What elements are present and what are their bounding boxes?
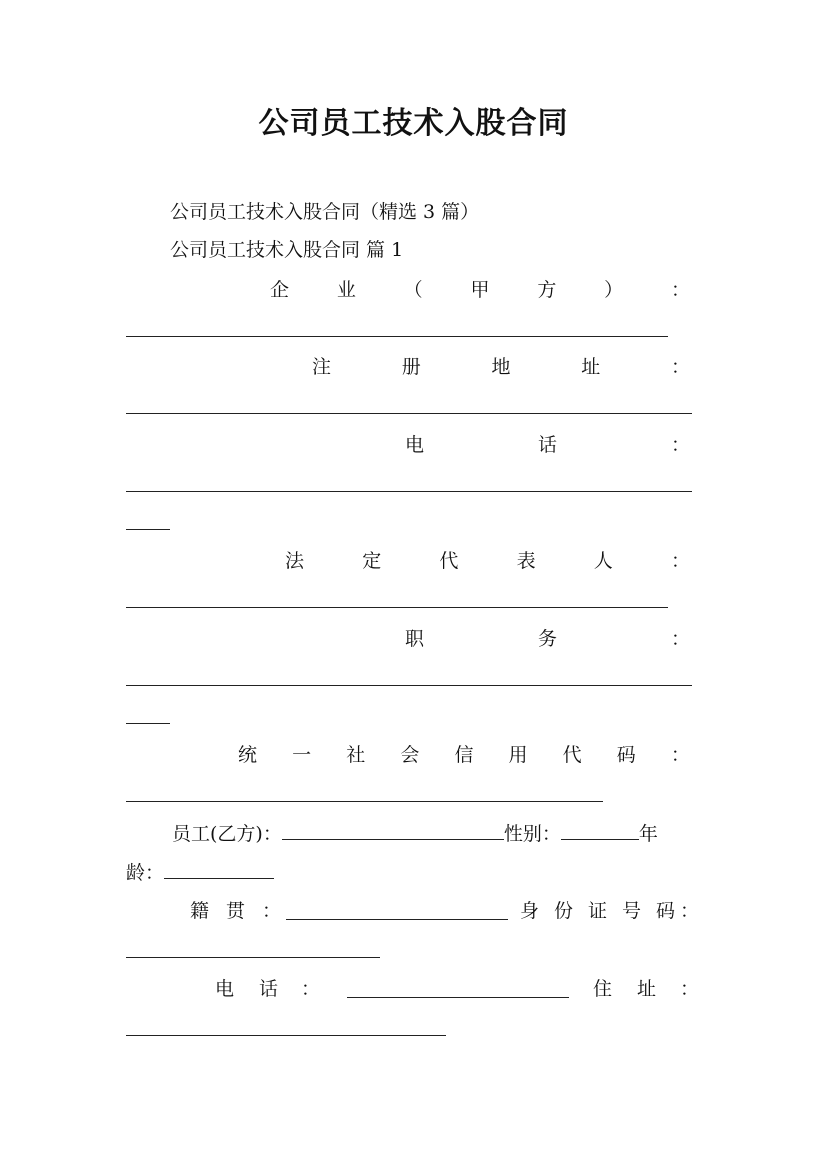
- id-number-blank[interactable]: [126, 957, 380, 958]
- position-blank[interactable]: [126, 685, 692, 686]
- label-char: ：: [670, 628, 690, 650]
- label-char: 用: [508, 744, 528, 766]
- position-label: [405, 627, 690, 651]
- employee-line: [172, 821, 658, 846]
- document-title: 公司员工技术入股合同: [258, 106, 569, 141]
- label-char: ：: [670, 550, 690, 572]
- label-char: 码: [656, 900, 676, 922]
- label-char: （: [403, 279, 423, 301]
- position-blank-continued[interactable]: [126, 723, 170, 724]
- label-char: ）: [604, 279, 624, 301]
- enterprise-label: [270, 278, 690, 302]
- label-char: 一: [292, 744, 312, 766]
- label-char: 电: [215, 978, 235, 1000]
- label-char: 号: [622, 900, 642, 922]
- label-char: 会: [400, 744, 420, 766]
- age-line: [126, 860, 274, 885]
- label-char: 表: [516, 550, 536, 572]
- label-char: 地: [491, 356, 511, 378]
- label-char: ：: [670, 356, 690, 378]
- age-label-start: 年: [638, 823, 658, 845]
- enterprise-blank[interactable]: [126, 336, 668, 337]
- address-blank[interactable]: [126, 413, 692, 414]
- label-char: 代: [562, 744, 582, 766]
- label-char: ：: [670, 434, 690, 456]
- label-char: 址: [637, 978, 657, 1000]
- credit-code-label: [238, 743, 690, 767]
- label-char: 住: [593, 978, 613, 1000]
- legal-rep-blank[interactable]: [126, 607, 668, 608]
- gender-label: 性别：: [503, 823, 561, 845]
- section-heading: 公司员工技术入股合同 篇 1: [170, 239, 404, 261]
- document-subtitle: 公司员工技术入股合同（精选 3 篇）: [170, 201, 480, 223]
- label-char: 份: [554, 900, 574, 922]
- label-char: 方: [537, 279, 557, 301]
- address-label: [312, 355, 690, 379]
- label-char: 统: [238, 744, 258, 766]
- label-char: 码: [616, 744, 636, 766]
- label-char: 册: [401, 356, 421, 378]
- label-char: ：: [680, 900, 700, 922]
- label-char: ：: [670, 744, 690, 766]
- label-char: 信: [454, 744, 474, 766]
- label-char: 甲: [470, 279, 490, 301]
- gender-blank[interactable]: [561, 821, 639, 840]
- label-char: 注: [312, 356, 332, 378]
- employee-address-blank[interactable]: [126, 1035, 446, 1036]
- label-char: 话: [259, 978, 279, 1000]
- label-char: 职: [405, 628, 425, 650]
- label-char: 社: [346, 744, 366, 766]
- label-char: 定: [362, 550, 382, 572]
- label-char: 籍: [190, 900, 210, 922]
- origin-blank[interactable]: [286, 901, 508, 920]
- label-char: 企: [270, 279, 290, 301]
- credit-code-blank[interactable]: [126, 801, 603, 802]
- label-char: 电: [405, 434, 425, 456]
- employee-phone-blank[interactable]: [347, 979, 569, 998]
- label-char: 话: [537, 434, 557, 456]
- label-char: 址: [581, 356, 601, 378]
- label-char: ：: [680, 978, 700, 1000]
- label-char: 代: [439, 550, 459, 572]
- phone-label: [405, 433, 690, 457]
- age-blank[interactable]: [164, 860, 274, 879]
- employee-label: 员工(乙方)：: [172, 823, 282, 845]
- age-label-end: 龄：: [126, 862, 165, 884]
- label-char: 证: [588, 900, 608, 922]
- legal-rep-label: [285, 549, 690, 573]
- label-char: 人: [593, 550, 613, 572]
- employee-blank[interactable]: [282, 821, 504, 840]
- label-char: ：: [670, 279, 690, 301]
- label-char: 务: [537, 628, 557, 650]
- label-char: 法: [285, 550, 305, 572]
- label-char: ：: [262, 900, 282, 922]
- phone-blank[interactable]: [126, 491, 692, 492]
- label-char: 贯: [226, 900, 246, 922]
- label-char: ：: [301, 978, 321, 1000]
- phone-blank-continued[interactable]: [126, 529, 170, 530]
- label-char: 身: [520, 900, 540, 922]
- label-char: 业: [336, 279, 356, 301]
